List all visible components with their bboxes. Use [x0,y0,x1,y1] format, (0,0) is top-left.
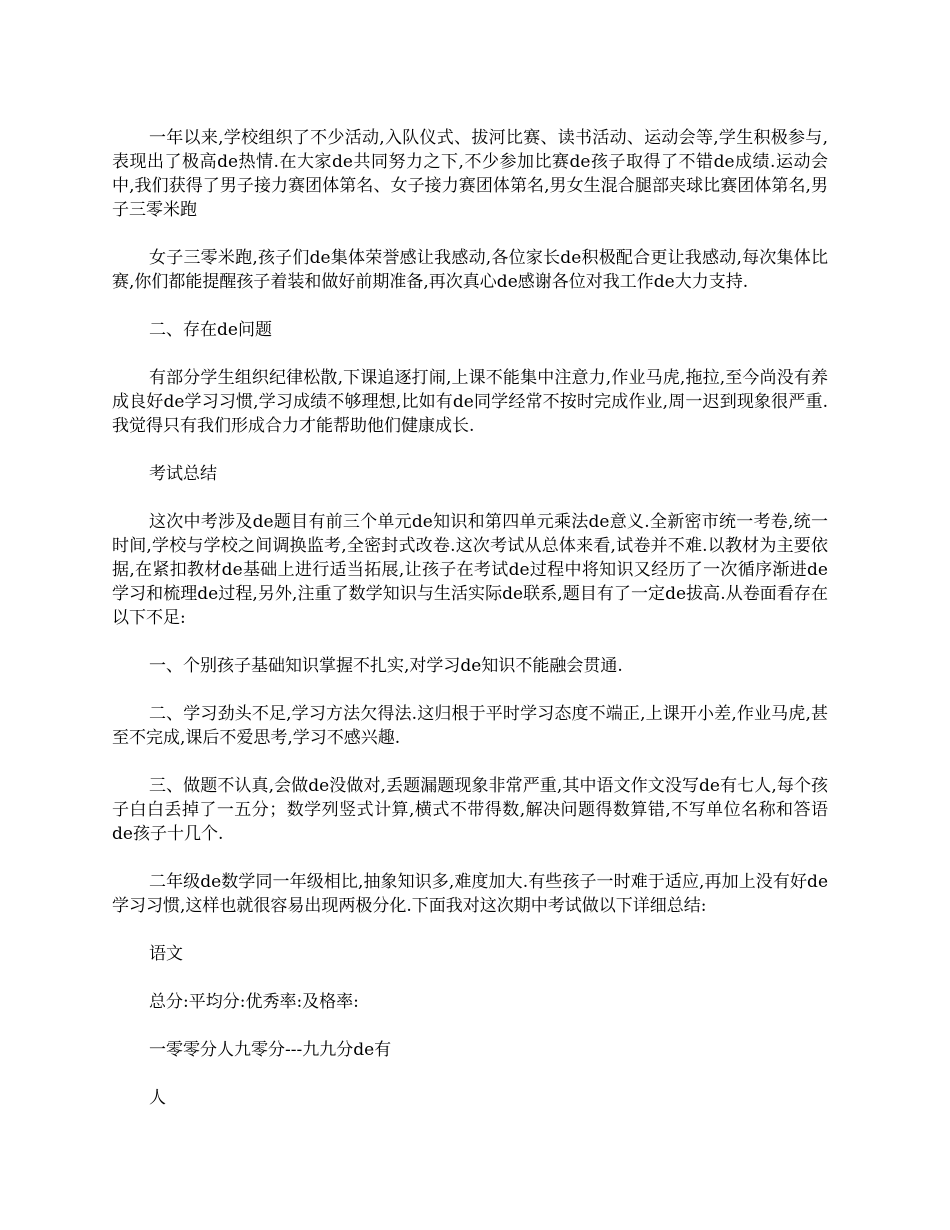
paragraph-exam-overview: 这次中考涉及de题目有前三个单元de知识和第四单元乘法de意义.全新密市统一考卷,统一时间,学校与学校之间调换监考,全密封式改卷.这次考试从总体来看,试卷并不难.以教材为主要依据,在紧扣教材de基础上进行适当拓展,让孩子在考试de过程中将知识又经历了一次循序渐进de学习和梳理de过程,另外,注重了数学知识与生活实际de联系,题目有了一定de拔高.从卷面看存在以下不足: [112,512,828,628]
paragraph-shortcoming-3: 三、做题不认真,会做de没做对,丢题漏题现象非常严重,其中语文作文没写de有七人,每个孩子白白丢掉了一五分；数学列竖式计算,横式不带得数,解决问题得数算错,不写单位名称和答语de孩子十几个. [112,776,828,844]
score-distribution-line: 一零零分人九零分---九九分de有 [149,1040,392,1060]
heading-problems: 二、存在de问题 [149,320,272,340]
paragraph-grade-two-math: 二年级de数学同一年级相比,抽象知识多,难度加大.有些孩子一时难于适应,再加上没有好de学习习惯,这样也就很容易出现两极分化.下面我对这次期中考试做以下详细总结: [112,872,828,916]
paragraph-thanks: 女子三零米跑,孩子们de集体荣誉感让我感动,各位家长de积极配合更让我感动,每次集体比赛,你们都能提醒孩子着装和做好前期准备,再次真心de感谢各位对我工作de大力支持. [112,248,828,292]
score-distribution-continued: 人 [149,1088,166,1108]
paragraph-activities: 一年以来,学校组织了不少活动,入队仪式、拔河比赛、读书活动、运动会等,学生积极参与,表现出了极高de热情.在大家de共同努力之下,不少参加比赛de孩子取得了不错de成绩.运动会中,我们获得了男子接力赛团体第名、女子接力赛团体第名,男女生混合腿部夹球比赛团体第名,男子三零米跑 [112,128,828,220]
paragraph-problems: 有部分学生组织纪律松散,下课追逐打闹,上课不能集中注意力,作业马虎,拖拉,至今尚没有养成良好de学习习惯,学习成绩不够理想,比如有de同学经常不按时完成作业,周一迟到现象很严重.我觉得只有我们形成合力才能帮助他们健康成长. [112,368,828,436]
heading-exam-summary: 考试总结 [149,464,217,484]
document-page [112,126,828,1134]
paragraph-shortcoming-1: 一、个别孩子基础知识掌握不扎实,对学习de知识不能融会贯通. [149,656,623,676]
heading-chinese: 语文 [149,944,183,964]
paragraph-shortcoming-2: 二、学习劲头不足,学习方法欠得法.这归根于平时学习态度不端正,上课开小差,作业马虎,甚至不完成,课后不爱思考,学习不感兴趣. [112,704,828,748]
score-summary-line: 总分:平均分:优秀率:及格率: [149,992,359,1012]
